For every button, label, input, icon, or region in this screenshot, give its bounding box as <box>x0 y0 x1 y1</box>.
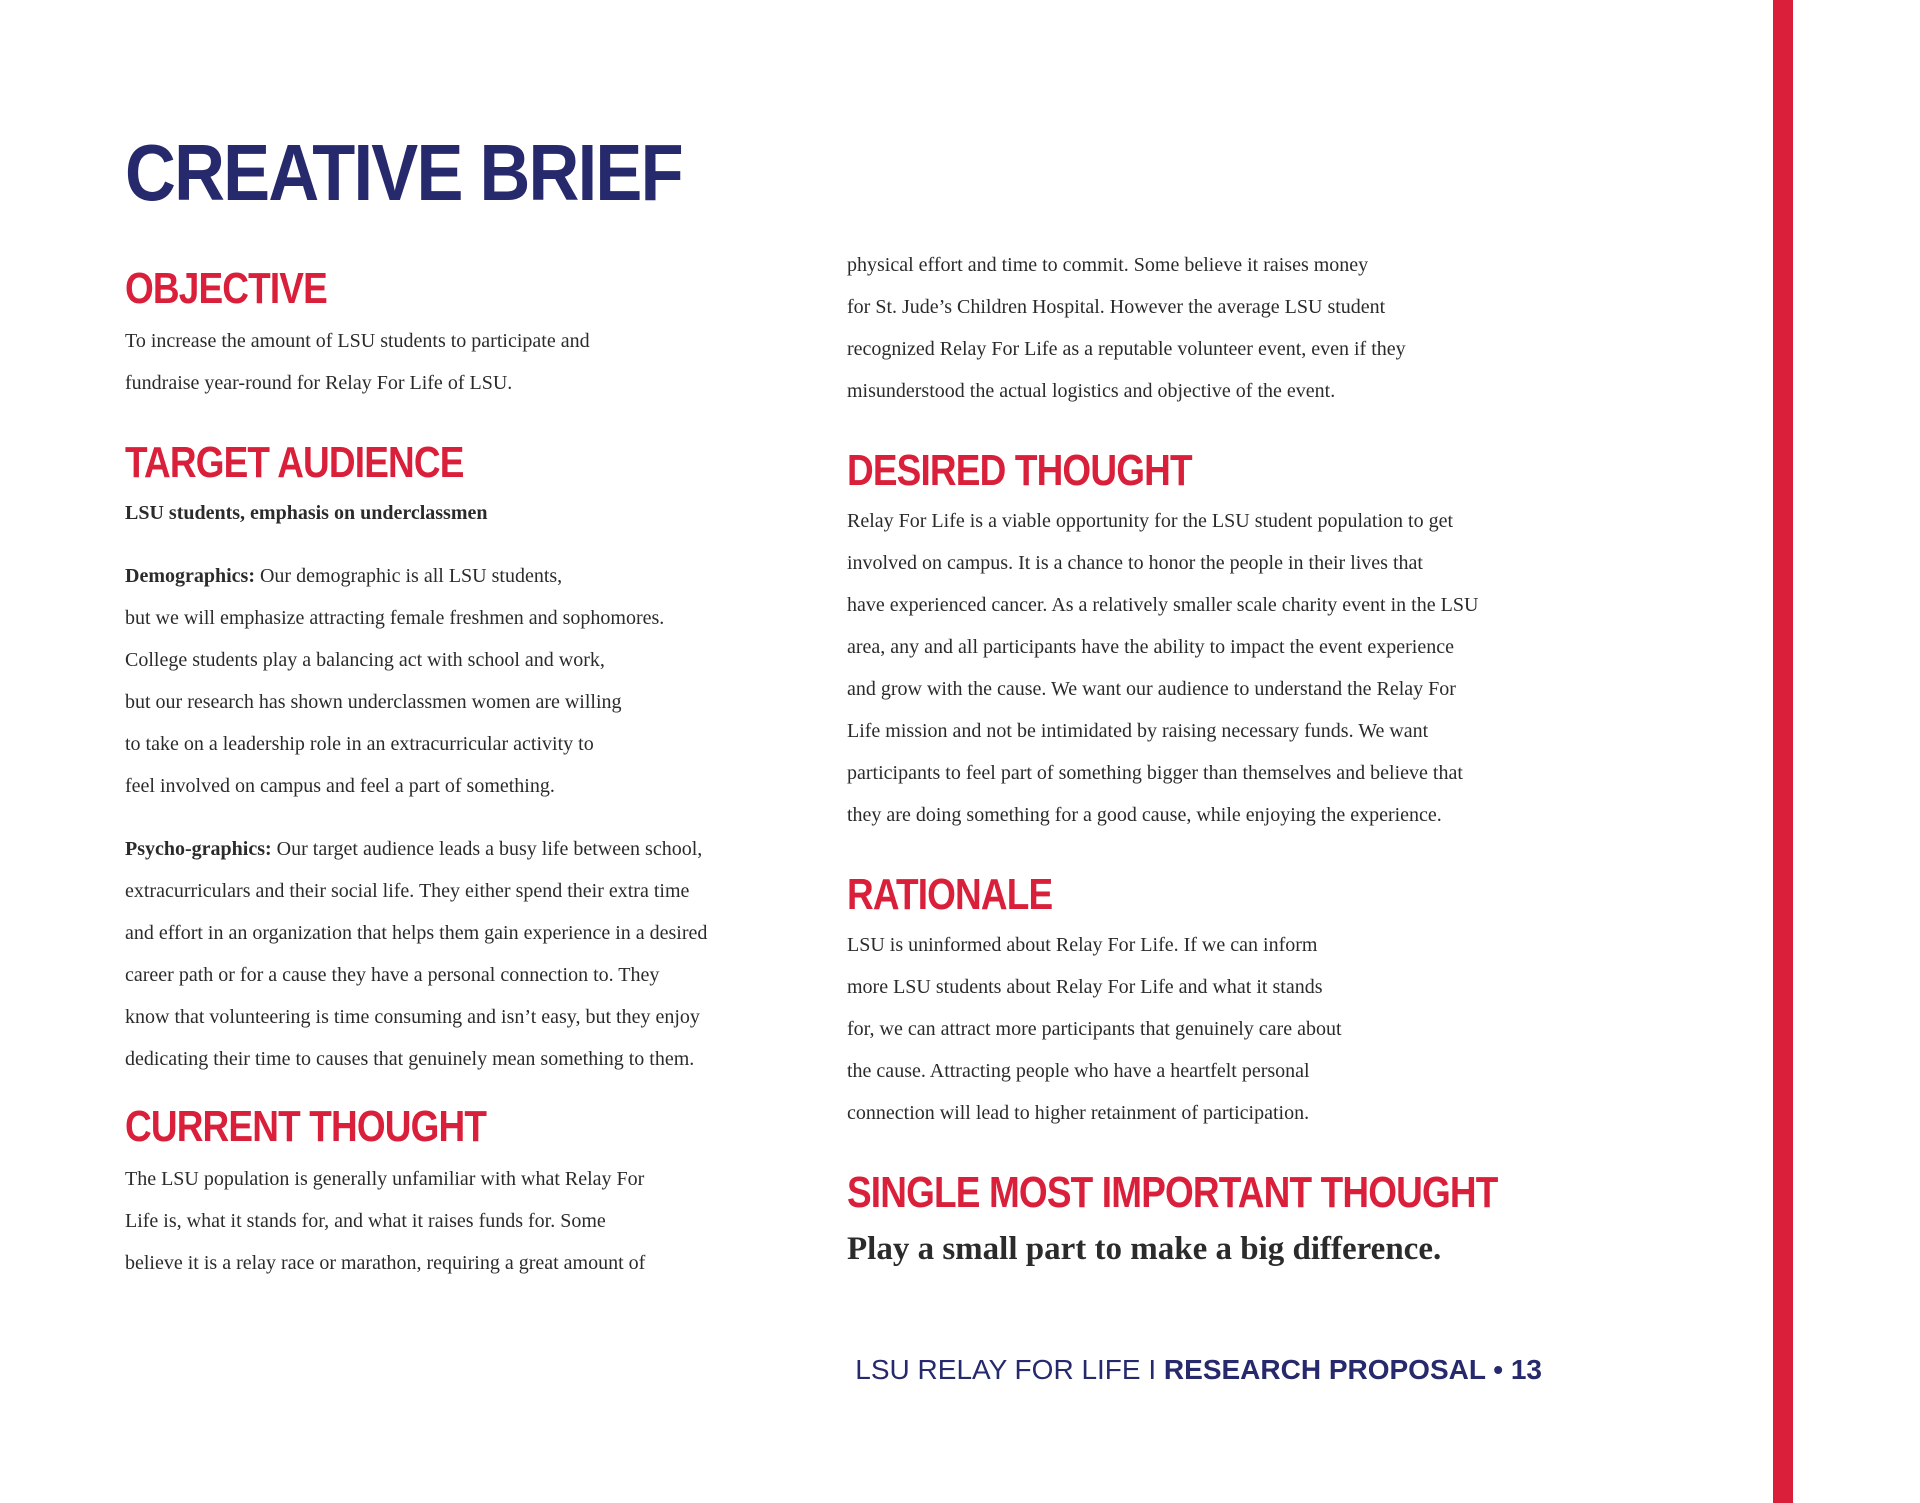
footer-separator: I <box>1140 1354 1164 1385</box>
current-thought-line: physical effort and time to commit. Some believe it raises money <box>847 254 1369 276</box>
psychographics-label: Psycho-graphics: <box>125 838 272 860</box>
psychographics-line: dedicating their time to causes that genuinely mean something to them. <box>125 1048 695 1070</box>
current-thought-line: for St. Jude’s Children Hospital. However the average LSU student <box>847 296 1386 318</box>
rationale-line: for, we can attract more participants that genuinely care about <box>847 1018 1342 1040</box>
objective-line: To increase the amount of LSU students to participate and <box>125 330 590 352</box>
page-title: CREATIVE BRIEF <box>125 128 682 217</box>
rationale-line: LSU is uninformed about Relay For Life. If we can inform <box>847 934 1318 956</box>
target-audience-subheading: LSU students, emphasis on underclassmen <box>125 502 488 524</box>
smit-heading: SINGLE MOST IMPORTANT THOUGHT <box>847 1168 1498 1217</box>
desired-thought-heading: DESIRED THOUGHT <box>847 446 1192 495</box>
desired-thought-line: involved on campus. It is a chance to honor the people in their lives that <box>847 552 1423 574</box>
footer-bullet: • <box>1485 1354 1511 1385</box>
demographics-label: Demographics: <box>125 565 255 587</box>
psychographics-line: know that volunteering is time consuming and isn’t easy, but they enjoy <box>125 1006 700 1028</box>
desired-thought-line: participants to feel part of something bigger than themselves and believe that <box>847 762 1463 784</box>
psychographics-text: Our target audience leads a busy life between school, <box>271 838 703 860</box>
rationale-line: the cause. Attracting people who have a heartfelt personal <box>847 1060 1310 1082</box>
current-thought-line: The LSU population is generally unfamiliar with what Relay For <box>125 1168 645 1190</box>
rationale-heading: RATIONALE <box>847 870 1053 919</box>
psychographics-line: extracurriculars and their social life. They either spend their extra time <box>125 880 690 902</box>
page-number: 13 <box>1510 1354 1542 1385</box>
current-thought-line: recognized Relay For Life as a reputable volunteer event, even if they <box>847 338 1406 360</box>
smit-tagline: Play a small part to make a big difference. <box>847 1231 1442 1267</box>
current-thought-line: believe it is a relay race or marathon, requiring a great amount of <box>125 1252 646 1274</box>
current-thought-line: Life is, what it stands for, and what it raises funds for. Some <box>125 1210 606 1232</box>
page-footer <box>855 1353 1542 1387</box>
rationale-line: more LSU students about Relay For Life and what it stands <box>847 976 1323 998</box>
rationale-line: connection will lead to higher retainment of participation. <box>847 1102 1310 1124</box>
desired-thought-line: have experienced cancer. As a relatively smaller scale charity event in the LSU <box>847 594 1479 616</box>
desired-thought-line: Life mission and not be intimidated by raising necessary funds. We want <box>847 720 1429 742</box>
psychographics-line <box>125 828 702 870</box>
demographics-line: feel involved on campus and feel a part of something. <box>125 775 555 797</box>
desired-thought-line: Relay For Life is a viable opportunity for the LSU student population to get <box>847 510 1454 532</box>
psychographics-line: and effort in an organization that helps them gain experience in a desired <box>125 922 708 944</box>
demographics-line: College students play a balancing act with school and work, <box>125 649 605 671</box>
psychographics-line: career path or for a cause they have a personal connection to. They <box>125 964 660 986</box>
objective-line: fundraise year-round for Relay For Life of LSU. <box>125 372 513 394</box>
demographics-line: but our research has shown underclassmen women are willing <box>125 691 622 713</box>
current-thought-heading: CURRENT THOUGHT <box>125 1102 487 1151</box>
desired-thought-line: and grow with the cause. We want our audience to understand the Relay For <box>847 678 1456 700</box>
objective-heading: OBJECTIVE <box>125 264 327 313</box>
current-thought-line: misunderstood the actual logistics and objective of the event. <box>847 380 1336 402</box>
footer-org: LSU RELAY FOR LIFE <box>855 1354 1141 1385</box>
demographics-line: but we will emphasize attracting female freshmen and sophomores. <box>125 607 665 629</box>
demographics-text: Our demographic is all LSU students, <box>254 565 563 587</box>
demographics-line: to take on a leadership role in an extracurricular activity to <box>125 733 594 755</box>
desired-thought-line: they are doing something for a good cause, while enjoying the experience. <box>847 804 1442 826</box>
demographics-line <box>125 555 562 597</box>
red-side-bar <box>1773 0 1793 1503</box>
target-audience-heading: TARGET AUDIENCE <box>125 438 464 487</box>
footer-doc: RESEARCH PROPOSAL <box>1163 1354 1486 1385</box>
desired-thought-line: area, any and all participants have the ability to impact the event experience <box>847 636 1454 658</box>
